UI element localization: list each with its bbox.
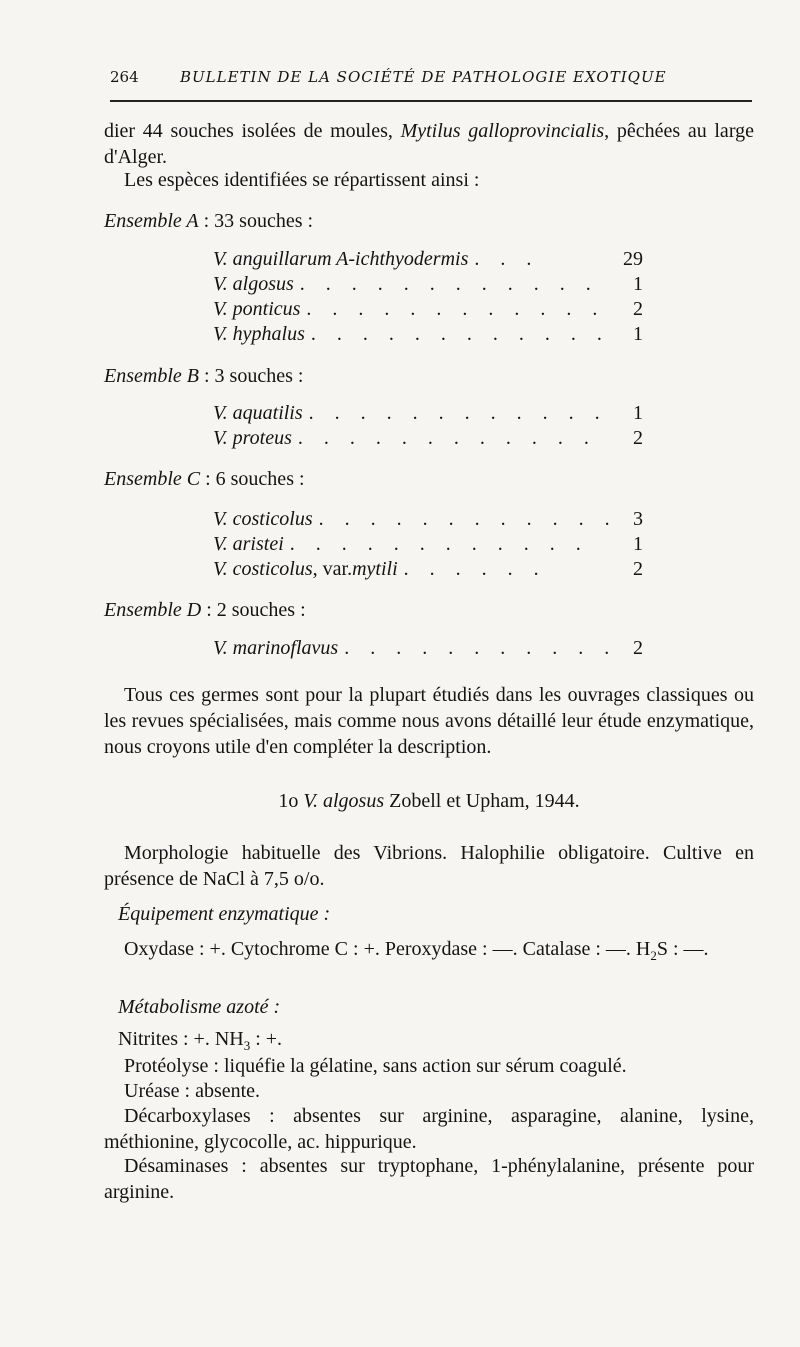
species-name: V. anguillarum A-ichthyodermis bbox=[213, 248, 469, 270]
equipment-heading: Équipement enzymatique : bbox=[118, 903, 331, 925]
intro-species: Mytilus galloprovincialis bbox=[400, 120, 605, 142]
species-count: 1 bbox=[633, 323, 643, 345]
species-count: 1 bbox=[633, 273, 643, 295]
ensemble-count: : 3 souches : bbox=[198, 365, 304, 387]
dot-leader: . . . bbox=[474, 248, 540, 270]
species-name: V. aquatilis bbox=[213, 402, 303, 424]
species-row bbox=[213, 402, 643, 425]
h2s-label: H bbox=[635, 938, 651, 960]
species-row bbox=[213, 427, 643, 450]
intro-line2: Les espèces identifiées se répartissent ainsi : bbox=[124, 169, 480, 191]
section-number: 1o bbox=[278, 790, 304, 812]
species-var-name: mytili bbox=[352, 558, 398, 580]
species-name: V. hyphalus bbox=[213, 323, 305, 345]
ensemble-b-heading bbox=[104, 365, 303, 388]
nitrogen-heading: Métabolisme azoté : bbox=[118, 996, 281, 1018]
species-count: 2 bbox=[633, 558, 643, 580]
dot-leader: . . . . . . . . . . . . bbox=[299, 273, 599, 295]
dot-leader: . . . . . . . . . . . . bbox=[306, 298, 606, 320]
species-row bbox=[213, 558, 643, 581]
ensemble-a-heading bbox=[104, 210, 313, 233]
species-row bbox=[213, 637, 643, 660]
section-heading bbox=[104, 790, 754, 813]
intro-text: dier 44 souches isolées de moules, bbox=[104, 120, 401, 142]
ensemble-label: Ensemble B bbox=[104, 365, 199, 387]
species-name: V. marinoflavus bbox=[213, 637, 339, 659]
dot-leader: . . . . . . . . . . . . bbox=[289, 533, 589, 555]
ensemble-d-heading bbox=[104, 599, 306, 622]
header-rule bbox=[110, 100, 752, 102]
species-row bbox=[213, 248, 643, 271]
enzyme-results: Oxydase : +. Cytochrome C : +. Peroxydase : —. Catalase : —. bbox=[124, 938, 631, 960]
species-row bbox=[213, 298, 643, 321]
species-var: , var. bbox=[312, 558, 353, 580]
ensemble-count: : 33 souches : bbox=[198, 210, 314, 232]
urease-line: Uréase : absente. bbox=[124, 1080, 261, 1102]
nitrites-line bbox=[118, 1028, 282, 1054]
ensemble-label: Ensemble A bbox=[104, 210, 199, 232]
species-name: V. costicolus bbox=[213, 508, 313, 530]
decarboxylases-paragraph: Décarboxylases : absentes sur arginine, asparagine, alanine, lysine, méthionine, glycocolle, ac. hippurique. bbox=[104, 1105, 754, 1153]
dot-leader: . . . . . . . . . . . bbox=[344, 637, 618, 659]
intro-paragraph bbox=[104, 118, 754, 170]
species-count: 3 bbox=[633, 508, 643, 530]
section-species: V. algosus bbox=[303, 790, 385, 812]
ensemble-c-heading bbox=[104, 468, 305, 491]
dot-leader: . . . . . . . . . . . . bbox=[318, 508, 618, 530]
species-count: 29 bbox=[623, 248, 643, 270]
dot-leader: . . . . . . . . . . . . bbox=[310, 323, 610, 345]
page-number: 264 bbox=[110, 68, 139, 86]
species-row bbox=[213, 323, 643, 346]
ensemble-label: Ensemble D bbox=[104, 599, 202, 621]
ensemble-count: : 2 souches : bbox=[201, 599, 306, 621]
dot-leader: . . . . . . . . . . . . bbox=[297, 427, 597, 449]
species-row bbox=[213, 273, 643, 296]
page-header bbox=[110, 68, 750, 86]
dot-leader: . . . . . . bbox=[403, 558, 547, 580]
section-authority: Zobell et Upham, 1944. bbox=[384, 790, 580, 812]
journal-title: BULLETIN DE LA SOCIÉTÉ DE PATHOLOGIE EXOTIQUE bbox=[180, 68, 667, 86]
species-name: V. costicolus bbox=[213, 558, 313, 580]
species-row bbox=[213, 533, 643, 556]
species-count: 2 bbox=[633, 427, 643, 449]
h2s-result: S : —. bbox=[656, 938, 709, 960]
proteolyse-line: Protéolyse : liquéfie la gélatine, sans action sur sérum coagulé. bbox=[124, 1055, 627, 1077]
equipment-paragraph bbox=[104, 936, 754, 969]
h2s-sub: 2 bbox=[650, 948, 657, 963]
ensemble-count: : 6 souches : bbox=[200, 468, 305, 490]
morphology-paragraph: Morphologie habituelle des Vibrions. Halophilie obligatoire. Cultive en présence de NaCl à 7,5 o/o. bbox=[104, 842, 754, 890]
discussion-paragraph: Tous ces germes sont pour la plupart étudiés dans les ouvrages classiques ou les revues spécialisées, mais comme nous avons détaillé leur étude enzymatique, nous croyons utile d'en compléter la description. bbox=[104, 684, 754, 758]
species-count: 2 bbox=[633, 298, 643, 320]
intro-text-end: , pêchées au large d'Alger. bbox=[104, 120, 754, 168]
species-count: 1 bbox=[633, 533, 643, 555]
species-name: V. ponticus bbox=[213, 298, 301, 320]
species-row bbox=[213, 508, 643, 531]
species-count: 2 bbox=[633, 637, 643, 659]
desaminases-paragraph: Désaminases : absentes sur tryptophane, 1-phénylalanine, présente pour arginine. bbox=[104, 1155, 754, 1203]
nh3-result: : +. bbox=[250, 1028, 283, 1050]
species-name: V. proteus bbox=[213, 427, 292, 449]
nh3-sub: 3 bbox=[243, 1038, 251, 1053]
species-name: V. algosus bbox=[213, 273, 294, 295]
dot-leader: . . . . . . . . . . . . bbox=[308, 402, 608, 424]
nitrites-text: Nitrites : +. NH bbox=[118, 1028, 244, 1050]
ensemble-label: Ensemble C bbox=[104, 468, 201, 490]
species-count: 1 bbox=[633, 402, 643, 424]
species-name: V. aristei bbox=[213, 533, 284, 555]
